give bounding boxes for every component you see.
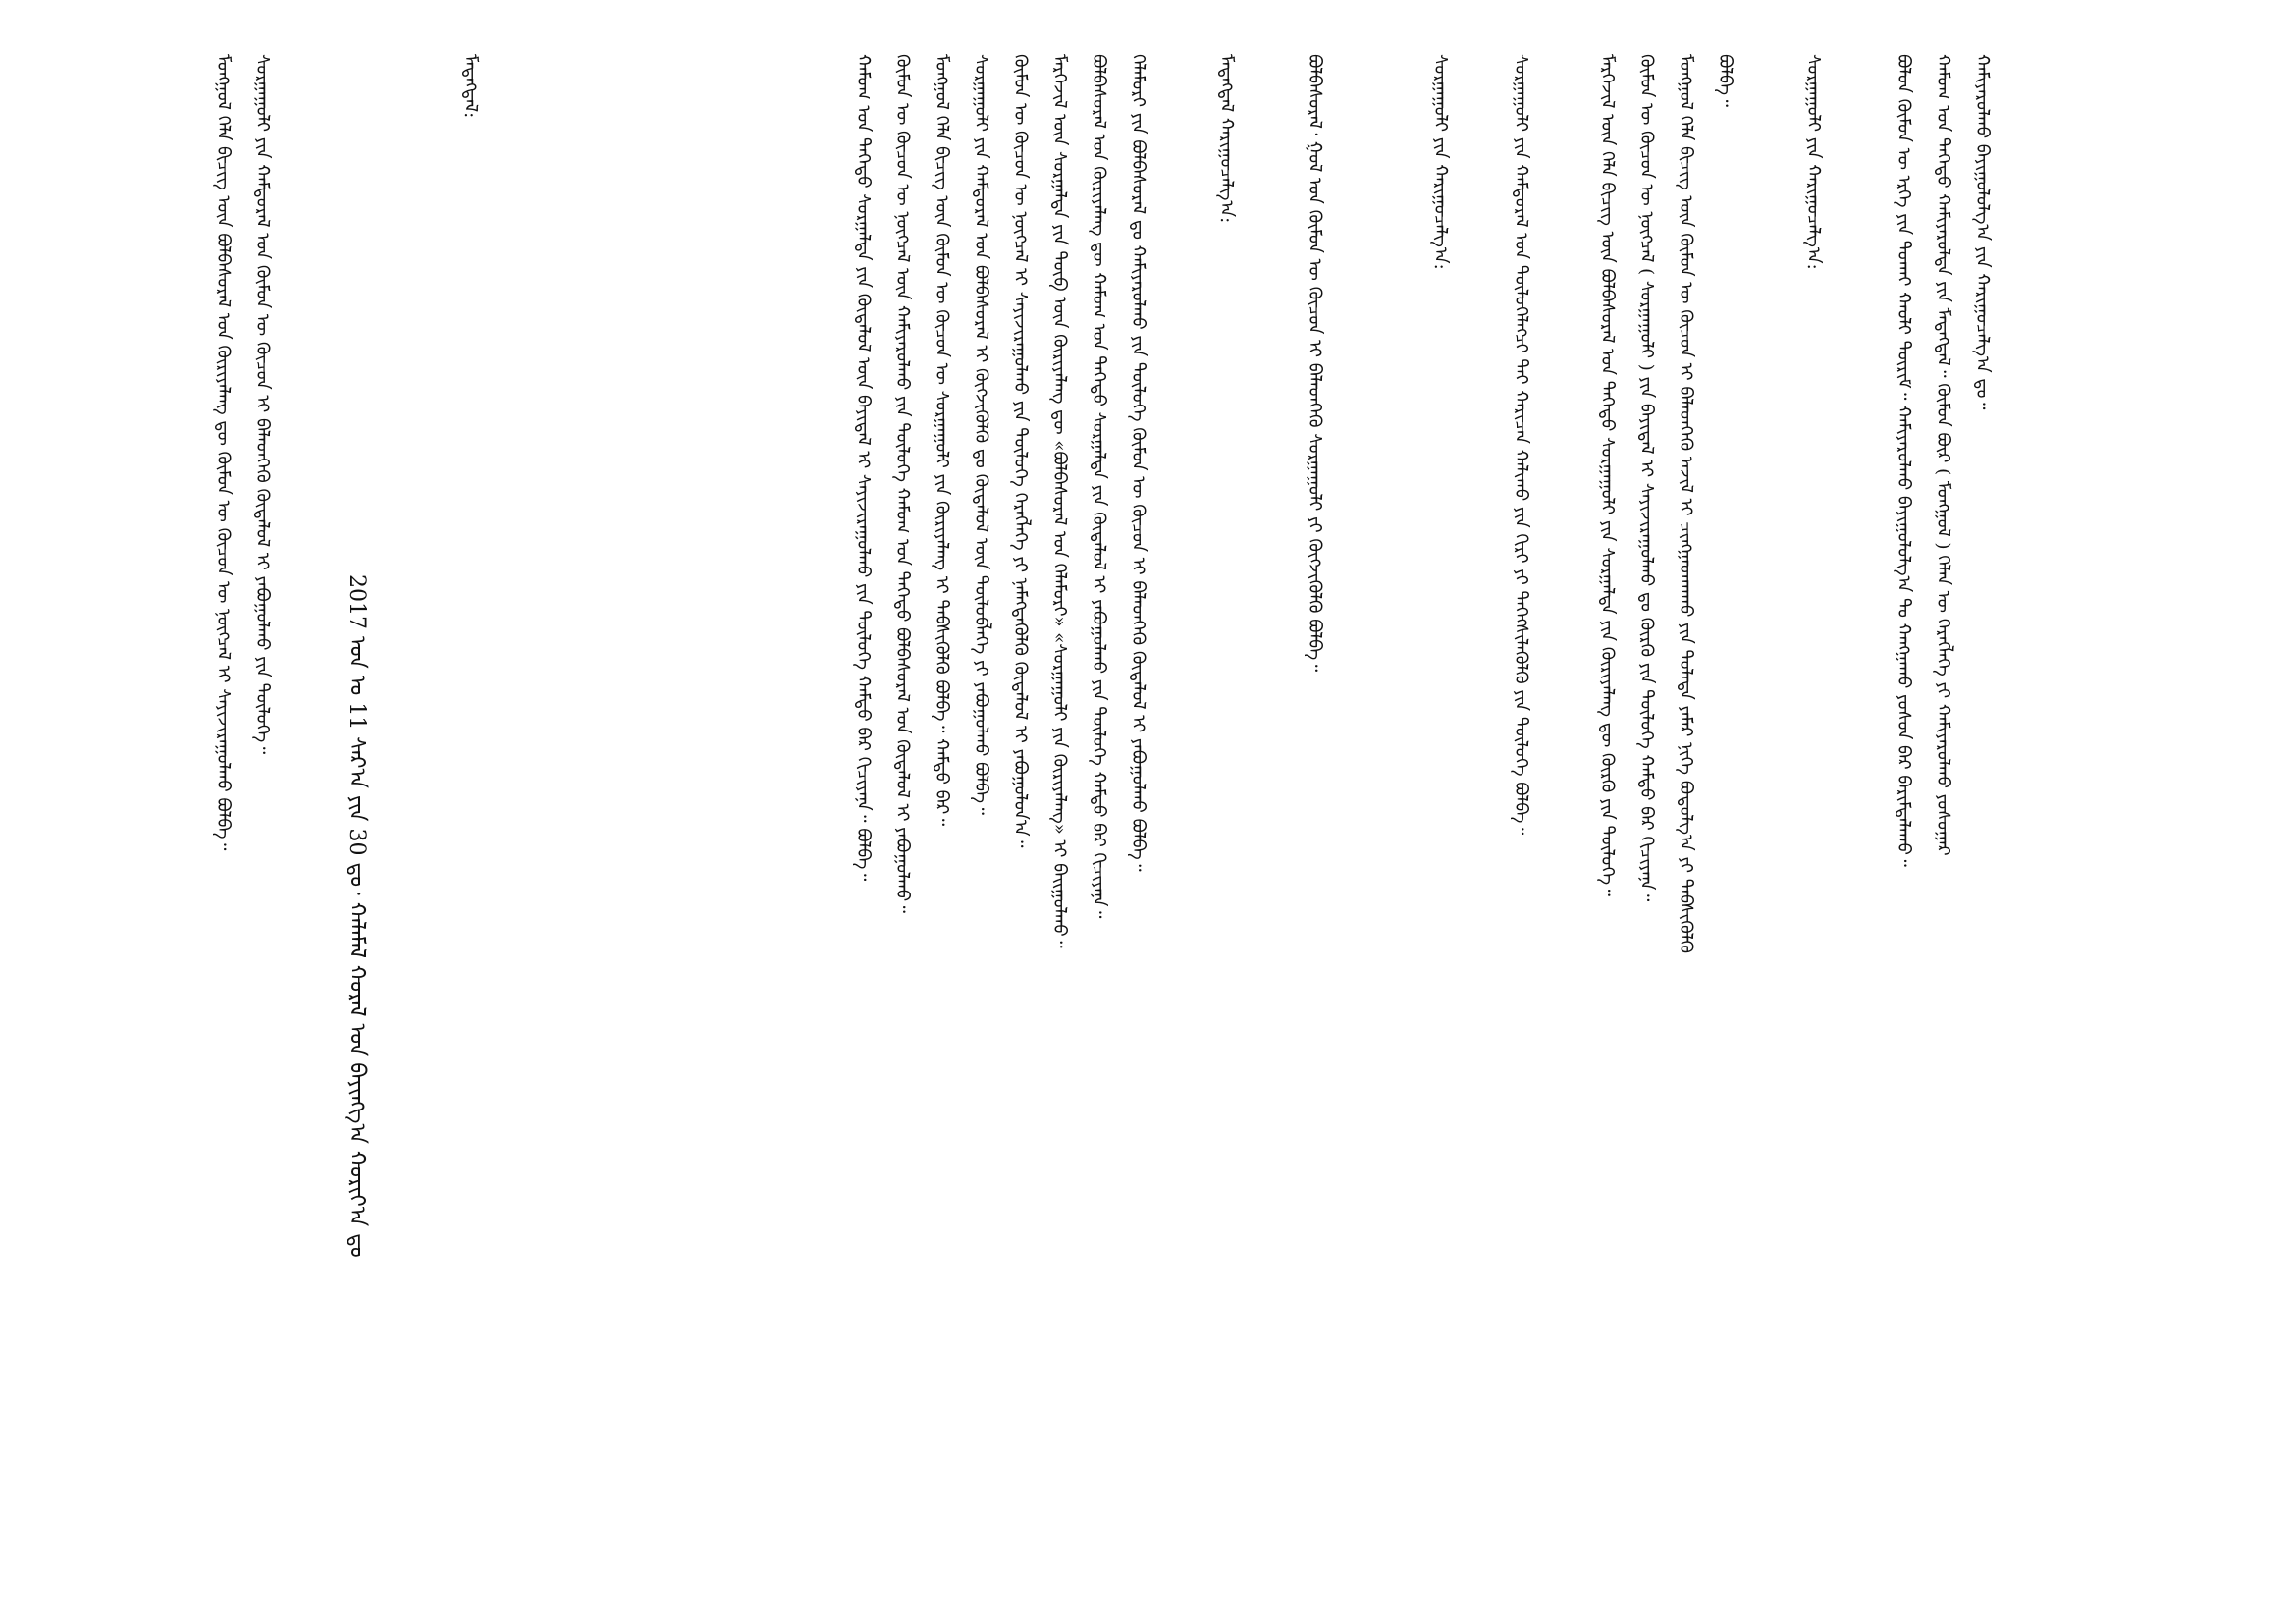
text-line-11: ᠪᠣᠯᠪᠠᠰᠤᠷᠠᠯ᠂ ᠭᠣᠯ ᠤᠨ ᠬᠦᠮᠦᠨ ᠦ ᠬᠦᠴᠦᠨ ᠢ ᠪᠡᠯᠡᠳᠬᠡᠬᠦ ᠰᠤᠷᠭᠠᠭᠤᠯᠢ ᠶᠢ ᠬᠥᠭᠵᠢᠭᠦᠯᠬᠦ ᠪᠣᠯᠪᠠ᠃ (1305, 54, 1325, 673)
text-line-3: ᠪᠣᠯᠣᠨ ᠬᠦᠮᠦᠨ ᠦ ᠡᠷᠬᠡ ᠶᠢᠨ ᠲᠤᠬᠠᠢ ᠬᠠᠤᠯᠢ ᠳᠦᠷᠢᠮ᠃ ᠬᠠᠮᠢᠶᠠᠷᠤᠯᠬᠤ ᠪᠠᠶᠢᠭᠤᠯᠤᠯᠭ᠎ᠠ ᠲᠤ ᠬᠠᠩᠭᠠᠬᠤ ᠶᠣᠰᠣᠨ ᠪᠠᠷ ᠪᠠᠷᠢᠮᠲᠠᠯᠠᠬᠤ᠃ (1894, 54, 1914, 867)
text-line-9: ᠰᠤᠷᠭᠠᠭᠤᠯᠢ ᠶᠢᠨ ᠬᠠᠮᠲᠤᠷᠠᠯ ᠤᠨ ᠲᠥᠯᠥᠭᠡᠯᠡᠭᠴᠢ ᠲᠡᠶ ᠬᠠᠷᠢᠴᠠᠨ ᠬᠠᠯᠢᠬᠤ ᠶᠢᠨ ᠬᠢᠷᠢ ᠶᠢ ᠳᠡᠭᠡᠭᠰᠢᠯᠡᠭᠦᠯᠬᠦ ᠶᠢᠨ ᠲᠥᠯᠥᠭᠡ ᠪᠣᠯᠪᠠ᠃ (1511, 54, 1531, 836)
text-line-5: ᠪᠣᠯᠪᠠ᠃ (1715, 54, 1735, 107)
text-line-22: ᠰᠤᠷᠭᠠᠭᠤᠯᠢ ᠶᠢᠨ ᠬᠠᠮᠲᠤᠷᠠᠯ ᠤᠨ ᠬᠦᠮᠦᠨ ᠦ ᠬᠦᠴᠦᠨ ᠢ ᠪᠡᠯᠡᠳᠬᠡᠬᠦ ᠬᠥᠳᠡᠯᠥᠯ ᠢ ᠶᠠᠪᠤᠭᠤᠯᠬᠤ ᠶᠢᠨ ᠲᠥᠯᠥᠭᠡ᠃ (252, 54, 273, 755)
text-line-18: ᠮᠣᠩᠭᠣᠯ ᠬᠡᠯᠡ ᠪᠢᠴᠢᠭ ᠦᠨ ᠬᠦᠮᠦᠨ ᠦ ᠬᠦᠴᠦᠨ ᠦ ᠰᠤᠷᠭᠠᠭᠤᠯᠢ ᠶᠢᠨ ᠬᠦᠷᠢᠶᠡᠯᠡᠩ ᠢ ᠳᠡᠪᠰᠢᠭᠦᠯᠬᠦ ᠪᠣᠯᠪᠠ᠃ ᠬᠠᠮᠲᠤ ᠪᠠᠷ᠃ (932, 54, 952, 827)
date-numeric: 2017 ᠣᠨ ᠤ 11 ᠰᠠᠷ᠎ᠠ ᠶᠢᠨ 30 ᠳᠤ᠂ (345, 574, 369, 895)
text-line-19: ᠬᠦᠮᠦᠨ ᠦ ᠬᠦᠴᠦᠨ ᠦ ᠨᠥᠭᠴᠡᠯ ᠦᠨ ᠬᠠᠮᠢᠶᠠᠷᠤᠯᠬᠤ ᠶᠢᠨ ᠲᠥᠯᠥᠭᠡ ᠬᠠᠮᠤᠭ ᠤᠨ ᠳᠡᠭᠡᠳᠦ ᠪᠣᠯᠪᠠᠰᠤᠷᠠᠯ ᠤᠨ ᠬᠥᠳᠡᠯᠥᠯ ᠢ ᠶᠠᠪᠤᠭᠤᠯᠬᠤ᠃ (892, 54, 913, 913)
section-heading-2: ᠰᠤᠷᠭᠠᠭᠤᠯᠢ ᠶᠢᠨ ᠬᠠᠷᠢᠭᠤᠴᠠᠯᠭ᠎ᠠ: (1430, 54, 1451, 270)
text-line-8: ᠮᠡᠷᠭᠡᠵᠢᠯ ᠦᠨ ᠬᠡᠯᠡ ᠪᠢᠴᠢᠭ ᠦᠨ ᠪᠣᠯᠪᠠᠰᠤᠷᠠᠯ ᠤᠨ ᠳᠡᠭᠡᠳᠦ ᠰᠤᠷᠭᠠᠭᠤᠯᠢ ᠶᠢᠨ ᠰᠤᠷᠭᠠᠯᠲᠠ ᠶᠢᠨ ᠬᠦᠷᠢᠶᠡᠯᠡᠩ ᠳᠦ ᠬᠦᠷᠬᠦ ᠶᠢᠨ ᠲᠥᠯᠥᠭᠡ᠃ (1597, 54, 1618, 896)
date-rest: ᠬᠠᠯᠠᠮᠠᠯ ᠬᠤᠷᠠᠯ ᠤᠨ ᠪᠠᠶᠢᠩᠭ᠎ᠠ ᠬᠣᠷᠢᠶ᠎ᠠ ᠳᠤ (345, 901, 369, 1258)
text-line-16: ᠬᠦᠮᠦᠨ ᠦ ᠬᠦᠴᠦᠨ ᠦ ᠨᠥᠭᠴᠡᠯ ᠢ ᠰᠠᠶᠢᠵᠢᠷᠠᠭᠤᠯᠬᠤ ᠶᠢᠨ ᠲᠥᠯᠥᠭᠡ ᠬᠡᠷᠡᠭᠯᠡᠭᠡ ᠶᠢ ᠨᠡᠮᠡᠭᠳᠡᠭᠦᠯᠬᠦ ᠬᠥᠳᠡᠯᠥᠯ ᠢ ᠶᠠᠪᠤᠭᠤᠯᠤᠨ᠎ᠠ᠃ (1010, 54, 1031, 848)
text-line-20: ᠬᠠᠮᠤᠭ ᠤᠨ ᠳᠡᠭᠡᠳᠦ ᠰᠤᠷᠭᠠᠯᠲᠠ ᠶᠢᠨ ᠬᠥᠳᠡᠯᠥᠯ ᠦᠨ ᠪᠠᠶᠢᠳᠠᠯ ᠢ ᠰᠠᠶᠢᠵᠢᠷᠠᠭᠤᠯᠬᠤ ᠶᠢᠨ ᠲᠥᠯᠥᠭᠡ ᠬᠠᠮᠲᠤ ᠪᠠᠷ ᠬᠢᠴᠢᠶᠡᠨᠡ᠃ ᠪᠣᠯᠪᠠ᠃ (853, 54, 874, 882)
date-line (344, 574, 381, 1258)
text-line-1: ᠬᠠᠮᠢᠶᠠᠷᠤᠯᠬᠤ ᠪᠠᠶᠢᠭᠤᠯᠤᠯᠭ᠎ᠠ ᠶᠢᠨ ᠬᠠᠷᠢᠭᠤᠴᠠᠯᠭ᠎ᠠ ᠳᠤ᠃ (1972, 54, 1993, 410)
text-line-2: ᠬᠠᠮᠤᠭ ᠤᠨ ᠳᠡᠭᠡᠳᠦ ᠬᠠᠮᠢᠶᠠᠷᠤᠯᠳᠠ ᠶᠢᠨ ᠮᠡᠳᠡᠭᠳᠡᠯ᠃ ᠬᠦᠮᠦᠨ ᠪᠦᠷ ( ᠮᠣᠩᠭᠣᠯ ) ᠬᠡᠯᠡᠨ ᠦ ᠬᠡᠷᠡᠭᠯᠡᠭᠡ ᠶᠢ ᠬᠠᠮᠢᠶᠠᠷᠤᠯᠬᠤ ᠶᠣᠰᠣᠭᠠᠷ (1933, 54, 1953, 856)
section-heading-3: ᠮᠡᠳᠡᠭᠳᠡᠯ ᠬᠠᠷᠢᠭᠤᠴᠠᠯᠭ᠎ᠠ: (1216, 54, 1237, 224)
section-heading-4: ᠮᠡᠳᠡᠭᠳᠡᠯ: (460, 54, 481, 119)
text-line-7: ᠬᠦᠮᠦᠨ ᠦ ᠬᠦᠴᠦᠨ ᠦ ᠨᠥᠭᠴᠡᠯ ( ᠰᠤᠷᠭᠠᠭᠤᠯᠢ ) ᠶᠢᠨ ᠪᠠᠶᠢᠳᠠᠯ ᠢ ᠰᠠᠶᠢᠵᠢᠷᠠᠭᠤᠯᠬᠤ ᠳᠤ ᠬᠦᠷᠬᠦ ᠶᠢᠨ ᠲᠥᠯᠥᠭᠡ ᠬᠠᠮᠲᠤ ᠪᠠᠷ ᠬᠢᠴᠢᠶᠡᠨᠡ᠃ (1636, 54, 1657, 902)
section-heading-1: ᠰᠤᠷᠭᠠᠭᠤᠯᠢ ᠶᠢᠨ ᠬᠠᠷᠢᠭᠤᠴᠠᠯᠭ᠎ᠠ: (1803, 54, 1824, 270)
text-line-14: ᠪᠣᠯᠪᠠᠰᠤᠷᠠᠯ ᠤᠨ ᠬᠦᠷᠢᠶᠡᠯᠡᠩ ᠳᠦ ᠬᠠᠮᠤᠭ ᠤᠨ ᠳᠡᠭᠡᠳᠦ ᠰᠤᠷᠭᠠᠯᠲᠠ ᠶᠢᠨ ᠬᠥᠳᠡᠯᠥᠯ ᠢ ᠶᠠᠪᠤᠭᠤᠯᠬᠤ ᠶᠢᠨ ᠲᠥᠯᠥᠭᠡ ᠬᠠᠮᠲᠤ ᠪᠠᠷ ᠬᠢᠴᠢᠶᠡᠨᠡ᠃ (1089, 54, 1109, 919)
text-line-13: ᠬᠡᠯᠡᠮᠦᠷᠢ ᠶᠢᠨ ᠪᠣᠯᠪᠠᠰᠤᠷᠠᠯ ᠳᠤ ᠬᠠᠮᠢᠶᠠᠷᠤᠯᠬᠤ ᠶᠢᠨ ᠲᠥᠯᠥᠭᠡ ᠬᠦᠮᠦᠨ ᠦ ᠬᠦᠴᠦᠨ ᠢ ᠪᠡᠯᠡᠳᠬᠡᠬᠦ ᠬᠥᠳᠡᠯᠥᠯ ᠢ ᠶᠠᠪᠤᠭᠤᠯᠬᠤ ᠪᠣᠯᠪᠠ᠃ (1128, 54, 1148, 872)
text-line-15: ᠮᠡᠷᠭᠡᠵᠢᠯ ᠦᠨ ᠰᠤᠷᠭᠠᠯᠲᠠ ᠶᠢᠨ ᠲᠥᠪ ᠦᠨ ᠬᠦᠷᠢᠶᠡᠯᠡᠩ ᠳᠦ «ᠪᠣᠯᠪᠠᠰᠤᠷᠠᠯ ᠤᠨ ᠬᠡᠯᠡᠮᠦᠷᠢ» «ᠰᠤᠷᠭᠠᠭᠤᠯᠢ ᠶᠢᠨ ᠬᠦᠷᠢᠶᠡᠯᠡᠩ» ᠢ ᠪᠠᠢᠭᠤᠯᠬᠤ᠃ (1049, 54, 1070, 948)
text-line-23: ᠮᠣᠩᠭᠣᠯ ᠬᠡᠯᠡ ᠪᠢᠴᠢᠭ ᠦᠨ ᠪᠣᠯᠪᠠᠰᠤᠷᠠᠯ ᠤᠨ ᠬᠦᠷᠢᠶᠡᠯᠡᠩ ᠳᠦ ᠬᠦᠮᠦᠨ ᠦ ᠬᠦᠴᠦᠨ ᠦ ᠨᠥᠭᠴᠡᠯ ᠢ ᠰᠠᠶᠢᠵᠢᠷᠠᠭᠤᠯᠬᠤ ᠪᠣᠯᠪᠠ᠃ (213, 54, 234, 851)
text-line-17: ᠰᠤᠷᠭᠠᠭᠤᠯᠢ ᠶᠢᠨ ᠬᠠᠮᠲᠤᠷᠠᠯ ᠤᠨ ᠪᠣᠯᠪᠠᠰᠤᠷᠠᠯ ᠢ ᠬᠥᠭᠵᠢᠭᠦᠯᠬᠦ ᠳᠤ ᠬᠥᠳᠡᠯᠥᠯ ᠦᠨ ᠲᠥᠯᠥᠪᠯᠡᠭᠡ ᠶᠢ ᠶᠠᠪᠤᠭᠤᠯᠬᠤ ᠪᠣᠯᠪᠠ᠃ (971, 54, 991, 816)
text-line-6: ᠮᠣᠩᠭᠣᠯ ᠬᠡᠯᠡ ᠪᠢᠴᠢᠭ ᠦᠨ ᠬᠦᠮᠦᠨ ᠦ ᠬᠦᠴᠦᠨ ᠢ ᠪᠡᠯᠡᠳᠬᠡᠬᠦ ᠠᠵᠢᠯ ᠢ ᠴᠢᠩᠭᠠᠳᠬᠠᠬᠤ ᠶᠢᠨ ᠲᠤᠯᠠᠳᠠ ᠶᠠᠮᠠᠷ ᠨᠢᠭᠡ ᠪᠣᠳᠤᠯᠭ᠎ᠠ ᠶᠢ ᠳᠡᠪᠰᠢᠭᠦᠯᠬᠦ (1676, 54, 1696, 953)
